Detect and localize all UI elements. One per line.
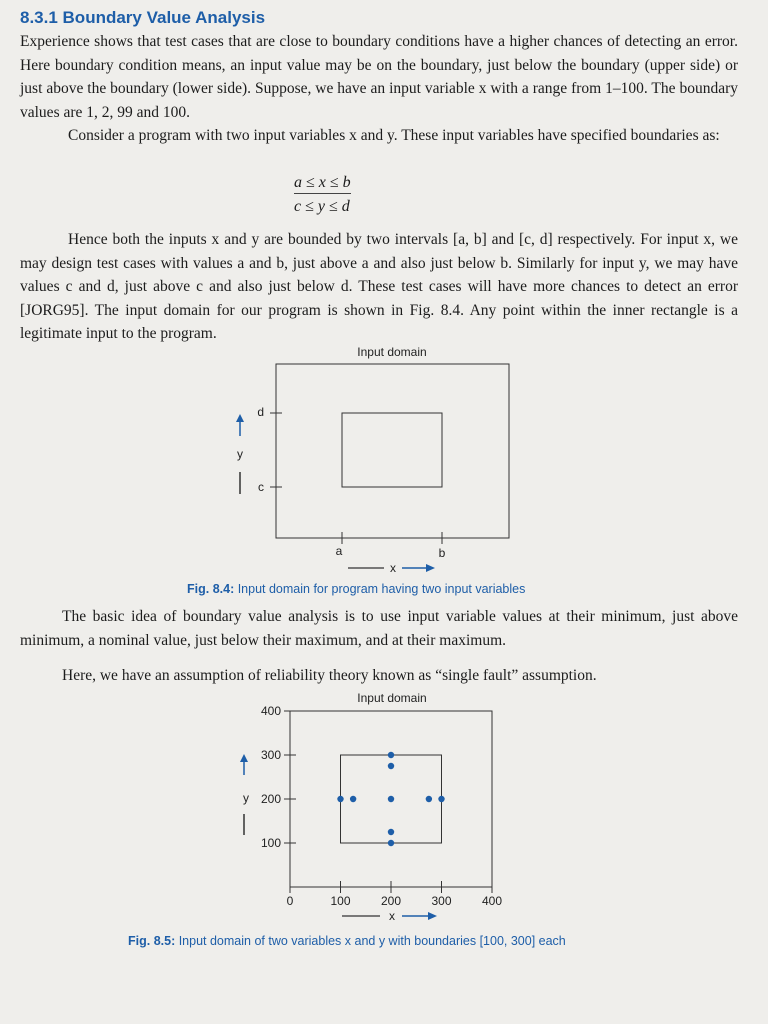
fig84-title: Input domain [357, 345, 427, 359]
paragraph-single-fault: Here, we have an assumption of reliability theory known as “single fault” assumption. [62, 667, 597, 684]
fig84-y-axis-label: y [237, 447, 243, 461]
formula-y-range: c ≤ y ≤ d [294, 198, 350, 215]
fig85-test-point-2 [388, 763, 394, 769]
fig84-caption-number: Fig. 8.4: [187, 582, 235, 596]
fig85-x-tick-label-300: 300 [431, 894, 452, 908]
fig85-test-point-5 [388, 796, 394, 802]
fig85-test-point-6 [426, 796, 432, 802]
fig85-caption-text: Input domain of two variables x and y with boundaries [100, 300] each [175, 934, 566, 948]
fig84-label-b: b [438, 546, 446, 560]
fig85-caption-number: Fig. 8.5: [128, 934, 176, 948]
fig85-y-tick-label-300: 300 [260, 748, 281, 762]
fig85-y-tick-label-100: 100 [260, 836, 281, 850]
fig85-y-tick-label-200: 200 [260, 792, 281, 806]
fig85-x-tick-label-0: 0 [286, 894, 294, 908]
fig85-test-point-8 [388, 829, 394, 835]
fig84-caption-text: Input domain for program having two input variables [234, 582, 526, 596]
fig85-y-arrow-head [240, 754, 248, 762]
fig85-test-point-3 [337, 796, 343, 802]
fig85-y-axis-label: y [243, 791, 249, 805]
paragraph-basic-idea: The basic idea of boundary value analysis is to use input variable values at their minimum, just above minimum, a nominal value, just below their maximum, and at their maximum. [20, 608, 738, 649]
fig85-x-tick-label-400: 400 [481, 894, 503, 908]
fig84-label-c: c [258, 480, 264, 494]
fig85-x-arrow-head [428, 912, 437, 920]
fig85-test-point-4 [350, 796, 356, 802]
fig85-y-tick-label-400: 400 [260, 704, 281, 718]
fig84-x-axis-label: x [390, 561, 396, 575]
fig85-x-tick-label-200: 200 [380, 894, 402, 908]
paragraph-two-variables: Consider a program with two input variables x and y. These input variables have specified boundaries as: [68, 127, 720, 144]
section-heading: 8.3.1 Boundary Value Analysis [20, 8, 266, 27]
fig85-x-tick-label-100: 100 [330, 894, 351, 908]
fig85-x-axis-label: x [389, 909, 395, 923]
fig85-title: Input domain [357, 691, 427, 705]
paragraph-intro: Experience shows that test cases that are close to boundary conditions have a higher chances of detecting an error. Here boundary condition means, an input value may be on the boundary, just below the boundary (upper side) or just above the boundary (lower side). Suppose, we have an input variable x with a range from 1–100. The boundary values are 1, 2, 99 and 100. [20, 33, 738, 121]
fig85-caption [128, 934, 566, 948]
paragraph-bounded-intervals: Hence both the inputs x and y are bounded by two intervals [a, b] and [c, d] respectively. For input x, we may design test cases with values a and b, just above a and also just below b. Similarly for input y, we may have values c and d, just above c and also just below d. These test cases will have more chances to detect an error [JORG95]. The input domain for our program is shown in Fig. 8.4. Any point within the inner rectangle is a legitimate input to the program. [20, 231, 738, 342]
fig85-test-point-7 [438, 796, 444, 802]
fig85-test-point-9 [388, 840, 394, 846]
fig84-label-a: a [335, 544, 343, 558]
fig84-label-d: d [257, 405, 264, 419]
formula-x-range: a ≤ x ≤ b [294, 174, 351, 194]
fig85-test-point-1 [388, 752, 394, 758]
